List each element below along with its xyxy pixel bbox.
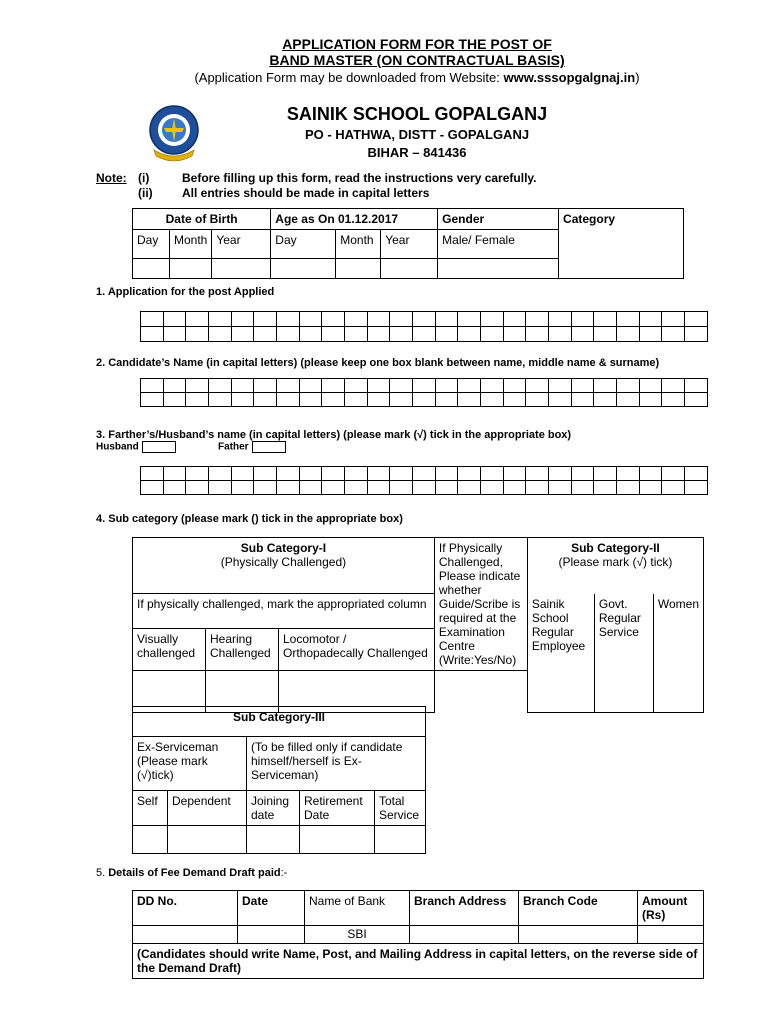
dd-date-input[interactable]	[238, 926, 305, 944]
dd-no-header: DD No.	[133, 891, 238, 926]
school-address-line2: BIHAR – 841436	[367, 145, 467, 160]
gender-input[interactable]	[438, 259, 559, 279]
branch-address-header: Branch Address	[410, 891, 519, 926]
ex-serviceman-header: Ex-Serviceman (Please mark (√)tick)	[133, 737, 247, 791]
women-option: Women	[653, 594, 703, 713]
retirement-date-label: Retirement Date	[300, 791, 375, 826]
section-5-text: Details of Fee Demand Draft paid	[108, 867, 281, 879]
dob-header: Date of Birth	[133, 209, 271, 230]
subcat-2-header	[527, 538, 703, 594]
dd-footer-note: (Candidates should write Name, Post, and Mailing Address in capital letters, on the reverse side of the Demand Draft)	[133, 944, 704, 979]
age-month-input[interactable]	[336, 259, 381, 279]
download-suffix: )	[635, 70, 640, 85]
subcategory-3-table	[132, 706, 426, 854]
subcat-3-title: Sub Category-III	[133, 707, 426, 737]
joining-date-label: Joining date	[247, 791, 300, 826]
candidate-name-grid[interactable]	[141, 379, 708, 407]
hearing-challenged-option: Hearing Challenged	[206, 629, 279, 671]
school-address-line1: PO - HATHWA, DISTT - GOPALGANJ	[304, 127, 530, 142]
locomotor-challenged-option: Locomotor / Orthopadecally Challenged	[279, 629, 435, 671]
download-note	[0, 70, 770, 85]
subcat-2-subtitle: (Please mark (√) tick)	[558, 555, 673, 569]
form-title-line2: BAND MASTER (ON CONTRACTUAL BASIS)	[269, 52, 565, 68]
note-item-2-text: All entries should be made in capital letters	[182, 186, 430, 200]
note-item-2-num: (ii)	[138, 186, 153, 200]
age-month-label: Month	[336, 230, 381, 259]
dob-age-gender-table	[132, 208, 684, 279]
school-name: SAINIK SCHOOL GOPALGANJ	[286, 104, 548, 124]
age-day-label: Day	[271, 230, 336, 259]
age-year-input[interactable]	[381, 259, 438, 279]
note-label: Note:	[96, 171, 127, 185]
ex-serviceman-instruction: (To be filled only if candidate himself/herself is Ex-Serviceman)	[247, 737, 426, 791]
gender-options: Male/ Female	[438, 230, 559, 259]
age-year-label: Year	[381, 230, 438, 259]
subcat-1-header	[133, 538, 435, 594]
father-husband-name-boxes[interactable]	[140, 466, 708, 495]
candidate-name-boxes[interactable]	[140, 378, 708, 407]
note-item-1-num: (i)	[138, 171, 150, 185]
bank-name-header: Name of Bank	[305, 891, 410, 926]
father-label: Father	[218, 441, 249, 453]
dob-day-input[interactable]	[133, 259, 170, 279]
download-prefix: (Application Form may be downloaded from Website:	[194, 70, 504, 85]
father-option	[218, 441, 286, 453]
sainik-employee-option: Sainik School Regular Employee	[527, 594, 594, 713]
amount-input[interactable]	[638, 926, 704, 944]
bank-name-value: SBI	[305, 926, 410, 944]
post-applied-grid[interactable]	[141, 312, 708, 342]
husband-option	[96, 441, 176, 453]
dependent-input[interactable]	[168, 826, 247, 854]
joining-date-input[interactable]	[247, 826, 300, 854]
download-url: www.sssopgalgnaj.in	[503, 70, 636, 85]
subcat-2-title: Sub Category-II	[571, 541, 660, 555]
subcategory-table	[132, 537, 704, 713]
subcat-1-subtitle: (Physically Challenged)	[220, 555, 347, 569]
section-2-label: 2. Candidate’s Name (in capital letters) (please keep one box blank between name, middle name & surname)	[96, 357, 660, 369]
ph-guide-question: If Physically Challenged, Please indicate whether Guide/Scribe is required at the Examination Centre (Write:Yes/No)	[434, 538, 527, 671]
total-service-input[interactable]	[375, 826, 426, 854]
dob-day-label: Day	[133, 230, 170, 259]
dd-no-input[interactable]	[133, 926, 238, 944]
subcat-1-title: Sub Category-I	[240, 541, 327, 555]
self-input[interactable]	[133, 826, 168, 854]
section-5-suffix: :-	[280, 867, 288, 879]
age-header: Age as On 01.12.2017	[271, 209, 438, 230]
section-1-label: 1. Application for the post Applied	[96, 286, 275, 298]
section-3-label: 3. Farther’s/Husband’s name (in capital letters) (please mark (√) tick in the appropriate box)	[96, 429, 572, 441]
post-applied-boxes[interactable]	[140, 311, 708, 342]
husband-label: Husband	[96, 441, 139, 453]
section-5-num: 5.	[96, 867, 109, 879]
demand-draft-table	[132, 890, 704, 979]
father-husband-name-grid[interactable]	[141, 467, 708, 495]
section-4-label: 4. Sub category (please mark () tick in the appropriate box)	[96, 513, 403, 525]
branch-code-header: Branch Code	[519, 891, 638, 926]
section-5-label	[96, 866, 287, 880]
ph-guide-input[interactable]	[434, 671, 527, 713]
subcat-1-instruction: If physically challenged, mark the appropriated column	[133, 594, 435, 629]
visually-challenged-option: Visually challenged	[133, 629, 206, 671]
husband-checkbox[interactable]	[142, 441, 176, 453]
dependent-option: Dependent	[168, 791, 247, 826]
father-checkbox[interactable]	[252, 441, 286, 453]
form-title-line1: APPLICATION FORM FOR THE POST OF	[282, 36, 552, 52]
branch-code-input[interactable]	[519, 926, 638, 944]
amount-header: Amount (Rs)	[638, 891, 704, 926]
note-item-1-text: Before filling up this form, read the instructions very carefully.	[182, 171, 537, 185]
total-service-label: Total Service	[375, 791, 426, 826]
age-day-input[interactable]	[271, 259, 336, 279]
self-option: Self	[133, 791, 168, 826]
dob-month-input[interactable]	[169, 259, 211, 279]
gender-header: Gender	[438, 209, 559, 230]
dob-month-label: Month	[169, 230, 211, 259]
dd-date-header: Date	[238, 891, 305, 926]
dob-year-input[interactable]	[212, 259, 271, 279]
dob-year-label: Year	[212, 230, 271, 259]
category-header: Category	[559, 209, 684, 279]
retirement-date-input[interactable]	[300, 826, 375, 854]
govt-service-option: Govt. Regular Service	[594, 594, 653, 713]
branch-address-input[interactable]	[410, 926, 519, 944]
